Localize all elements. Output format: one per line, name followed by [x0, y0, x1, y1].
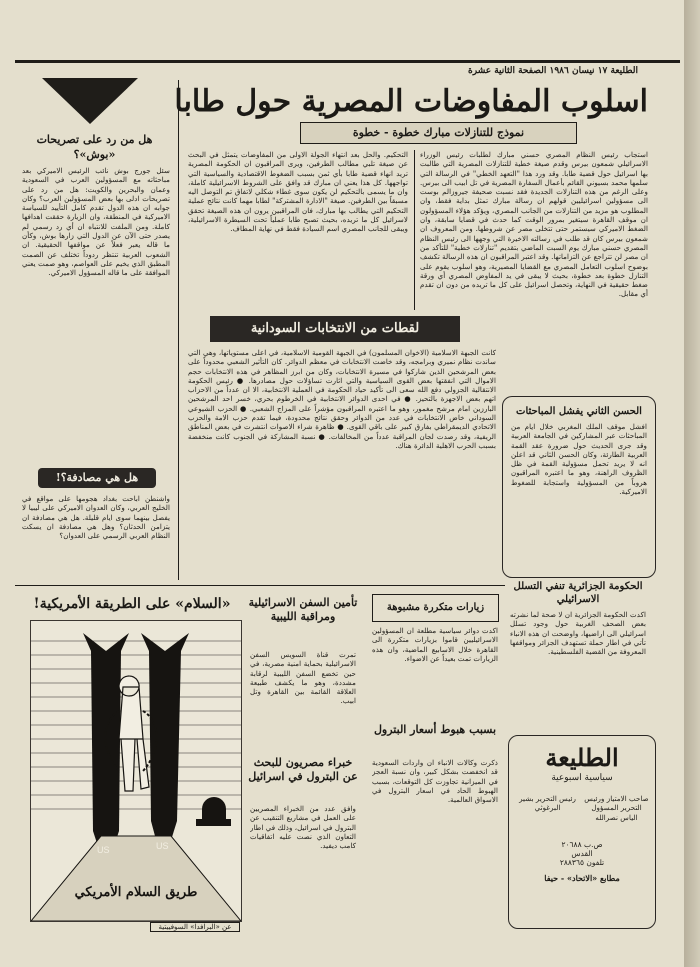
- publisher-printer: مطابع «الاتحاد» - حيفا: [544, 873, 620, 883]
- experts-heading: خبراء مصريون للبحث عن البترول في اسرائيل: [248, 756, 358, 783]
- publisher-city: القدس: [571, 849, 593, 858]
- bomb-label-right: US: [156, 841, 169, 851]
- publisher-box: [508, 735, 656, 929]
- cartoon-illustration: [31, 621, 241, 921]
- publisher-col-a: صاحب الامتياز ورئيس التحرير المسؤول الياس نصرالله: [584, 794, 649, 822]
- bottom-section-rule: [15, 585, 505, 586]
- right-box-1-text: افشل موقف الملك المغربي خلال ايام من المباحثات عبر المشاركين في الجامعة العربية وقد جرى الحديث حول ضرورة عقد القمة العربية الطارئة، وكان الحسن الثاني قد اعلن انه لا يريد تحمل مسؤولية القمة في ظل الظروف الراهنة، وهو ما اعتبره المراقبون هروباً من المسؤولية واستجابة للضغوط الاميركية.: [511, 422, 647, 497]
- experts-text: وافق عدد من الخبراء المصريين على العمل في مشاريع التنقيب عن البترول في اسرائيل، وذلك في اطار التعاون الذي نصت عليه اتفاقيات كامب ديفيد.: [250, 804, 356, 851]
- figure-icon: [119, 676, 149, 791]
- masthead-rule: [15, 60, 680, 63]
- triangle-marker: [42, 78, 138, 124]
- cartoon-title: «السلام» على الطريقة الأمريكية!: [33, 596, 231, 612]
- visits-text: اكدت دوائر سياسية مطلعة ان المسؤولين الاسرائيليين قاموا بزيارات متكررة الى القاهرة خلال الاسابيع الماضية، وان هذه الزيارات تمت بعيداً عن الاضواء.: [372, 626, 498, 663]
- insure-text: تمرت قناة السويس السفن الاسرائيلية بحماية امنية مصرية، في حين تخضع السفن الليبية لرقابة مشددة، وهو ما يكشف طبيعة العلاقة القائمة بين القاهرة وتل ابيب.: [250, 650, 356, 706]
- coincidence-text: واشنطن اباحت بغداد هجومها على مواقع في الخليج العربي، وكان العدوان الاميركي على ليبيا لا يفصل بينهما سوى ايام قليلة. هل هي مصادفة ان يتزامن الحدثان؟ وهل هي مصادفة ان يسكت النظام العربي الرسمي على العدوان؟: [22, 494, 170, 541]
- sudan-heading: لقطات من الانتخابات السودانية: [210, 316, 460, 342]
- publisher-phone: تلفون ٢٨٨٣٦٥: [559, 858, 605, 867]
- right-box-2-heading: الحكومة الجزائرية تنفي التسلل الاسرائيلي: [513, 581, 643, 605]
- main-article-col1: استجاب رئيس النظام المصري حسني مبارك لطلبات رئيس الوزراء الاسرائيلي شمعون بيرس وقدم صيغة خطية للتنازلات المصرية التي طالبت بها اسرائيل حول قضية طابا. وقد ورد هذا "التعهد الخطي" في الرسالة التي سلمها محمد بسيوني القائم بأعمال السفارة المصرية في تل ابيب الى بيرس. وعلى الرغم من هذه التنازلات الجديدة فقد نسبت صحيفة جيروزالم بوست الى مسؤولين اسرائيليين قولهم ان رسالة مبارك تمثل بداية فقط، وان المطلوب هو مزيد من التنازلات من الجانب المصري، ويؤكد هؤلاء المسؤولون ان موقف القاهرة سيتغير بمرور الوقت كما حدث في قضايا سابقة، وان الضغط الاميركي سيستمر حتى تتخلى مصر عن شروطها. ومن المعروف ان شمعون بيرس كان قد طلب في رسالته الاخيرة التي وجهها الى رئيس النظام المصري حسني مبارك يوم السبت الماضي بتقديم "تنازلات خطية" للتأكد من ان مصر لن تتراجع عن التزاماتها. وقد اعتبر المراقبون ان هذه الرسالة تكشف بوضوح اسلوب التعامل المصري مع القضايا المصيرية، وهو اسلوب يقوم على التنازل خطوة بعد خطوة، بحيث لا يبقى في يد المفاوض المصري أي ورقة ضغط حقيقية في النهاية، وتحصل اسرائيل على كل ما تريده من دون ان تقدم أي مقابل.: [420, 150, 648, 299]
- main-article-col2: التحكيم. والحل بعد انتهاء الجولة الاولى من المفاوضات يتمثل في البحث عن صيغة تلبي مطالب الطرفين، ويرى المراقبون ان الحكومة المصرية تريد انهاء قضية طابا بأي ثمن بسبب الضغوط الاقتصادية والسياسية التي تواجهها. كل هذا يعني ان مبارك قد وافق على الشروط الاسرائيلية كاملة، وان ما يسمى بالتحكيم لن يكون سوى غطاء شكلي لاتفاق تم التوصل اليه مسبقاً بين الطرفين. صيغة "الادارة المشتركة" لطابا مهما كانت نتائج عملية التحكيم التي يطالب بها مبارك، فان المراقبين يرون ان هذه الصيغة تحقق لاسرائيل كل ما تريده، بحيث تصبح طابا عملياً تحت السيطرة الاسرائيلية، ويبقى للجانب المصري اسم السيادة فقط في نهاية المطاف.: [188, 150, 408, 234]
- cartoon-credit: عن «البرافدا» السوفييتية: [150, 922, 240, 932]
- right-box-2-text: اكدت الحكومة الجزائرية ان لا صحة لما نشرته بعض الصحف الغربية حول وجود تسلل اسرائيلي الى اراضيها، واوضحت ان هذه الانباء تأتي في اطار حملة تستهدف الجزائر ومواقفها المعروفة من القضية الفلسطينية.: [510, 610, 646, 657]
- column-divider-left: [178, 80, 179, 580]
- right-box-1: [502, 396, 656, 578]
- publisher-logo: الطليعة: [545, 743, 619, 772]
- right-box-2: [502, 580, 654, 724]
- capitol-icon: [196, 797, 231, 826]
- publisher-sub: سياسية اسبوعية: [551, 773, 613, 783]
- subhead-box: [300, 122, 577, 144]
- visits-heading-box: [372, 594, 499, 622]
- publisher-cols: [509, 784, 655, 834]
- page-edge: [684, 0, 700, 967]
- bomb-right-icon: [149, 651, 181, 866]
- cartoon-frame: [30, 620, 242, 922]
- right-box-1-heading: الحسن الثاني يفشل المباحثات: [516, 406, 642, 417]
- oil-text: ذكرت وكالات الانباء ان واردات السعودية قد انخفضت بشكل كبير، وان نسبة العجز في الميزانية تجاوزت كل التوقعات، بسبب الهبوط الحاد في اسعار البترول في الاسواق العالمية.: [372, 758, 498, 805]
- sudan-text: كانت الجبهة الاسلامية (الاخوان المسلمون) في الجبهة القومية الاسلامية، في اعلى مستوياتها، وهي التي ساندت نظام نميري وبرامجه، وقد خاضت الانتخابات في معظم الدوائر. كان التأثير الشعبي محدوداً على بعض المرشحين الذين شاركوا في مسيرة الانتخابات، وكان من ابرز المظاهر في هذه الانتخابات حجم الاموال التي انفقتها بعض القوى السياسية والتي اثارت تساؤلات حول مصادرها. ● رئيس الحكومة الانتقالية الجزولي دفع الله سعى الى تأكيد حياد الحكومة في العملية الانتخابية، الا ان عدداً من الاحزاب اتهم بعض الاجهزة بالتحيز. ● في احدى الدوائر الانتخابية في الخرطوم بحري، خسر احد المرشحين البارزين امام مرشح مغمور، وهو ما اعتبره المراقبون مؤشراً على المزاج الشعبي. ● الحزب الشيوعي السوداني خاض الانتخابات في عدد من الدوائر وحقق نتائج محدودة، فيما تقدم حزب الامة والحزب الاتحادي الديمقراطي بفارق كبير على باقي القوى. ● ظاهرة شراء الاصوات انتشرت في بعض المناطق الريفية، وقد رصدت لجان المراقبة عدداً من المخالفات. ● نسبة المشاركة في الجنوب كانت منخفضة بسبب الحرب الاهلية الدائرة هناك.: [188, 348, 496, 450]
- subhead-text: نموذج للتنازلات مبارك خطوة - خطوة: [352, 126, 525, 139]
- bomb-fins-icon: [83, 633, 189, 651]
- main-headline: اسلوب المفاوضات المصرية حول طابا: [174, 84, 648, 119]
- publisher-col-b: رئيس التحرير بشير البرغوثي: [519, 794, 576, 813]
- oil-heading: بسبب هبوط أسعار البترول: [373, 723, 497, 736]
- left-question-text: سئل جورج بوش نائب الرئيس الاميركي بعد مباحثاته مع المسؤولين العرب في السعودية وعمان والبحرين والكويت: هل من رد على تصريحات ادلى بها بعض المسؤولين العرب؟ وكان جوابه ان هذه الدول تقدم كامل التأييد للسياسة الاميركية في المنطقة، وان الزيارة حققت اهدافها كاملة. ومن الملفت للانتباه ان أي رد رسمي لم يصدر حتى الآن عن الدول التي زارها بوش، وكأن ما قاله يعبر فعلاً عن مواقفها الحقيقية. ان الشعوب العربية تنتظر ردوداً تختلف عن الصمت المطبق الذي يخيم على العواصم، وهو صمت يعني الموافقة على ما قاله المسؤول الاميركي.: [22, 166, 170, 278]
- road-icon: [31, 836, 241, 921]
- road-label: طريق السلام الأمريكي: [74, 885, 198, 900]
- coincidence-heading: هل هي مصادفة؟!: [38, 468, 156, 488]
- left-question-heading: هل من رد على تصريحات «بوش»؟: [36, 133, 153, 161]
- publisher-pobox: ص.ب ٢٠٦٨٨: [561, 840, 603, 849]
- masthead-title: الطليعة ١٧ نيسان ١٩٨٦ الصفحة الثانية عشرة: [468, 66, 638, 76]
- insure-heading: تأمين السفن الاسرائيلية ومراقبة الليبية: [248, 596, 358, 623]
- col-rule-1: [414, 150, 415, 310]
- visits-heading: زيارات متكررة مشبوهة: [386, 602, 485, 613]
- bomb-label-left: US: [97, 845, 110, 855]
